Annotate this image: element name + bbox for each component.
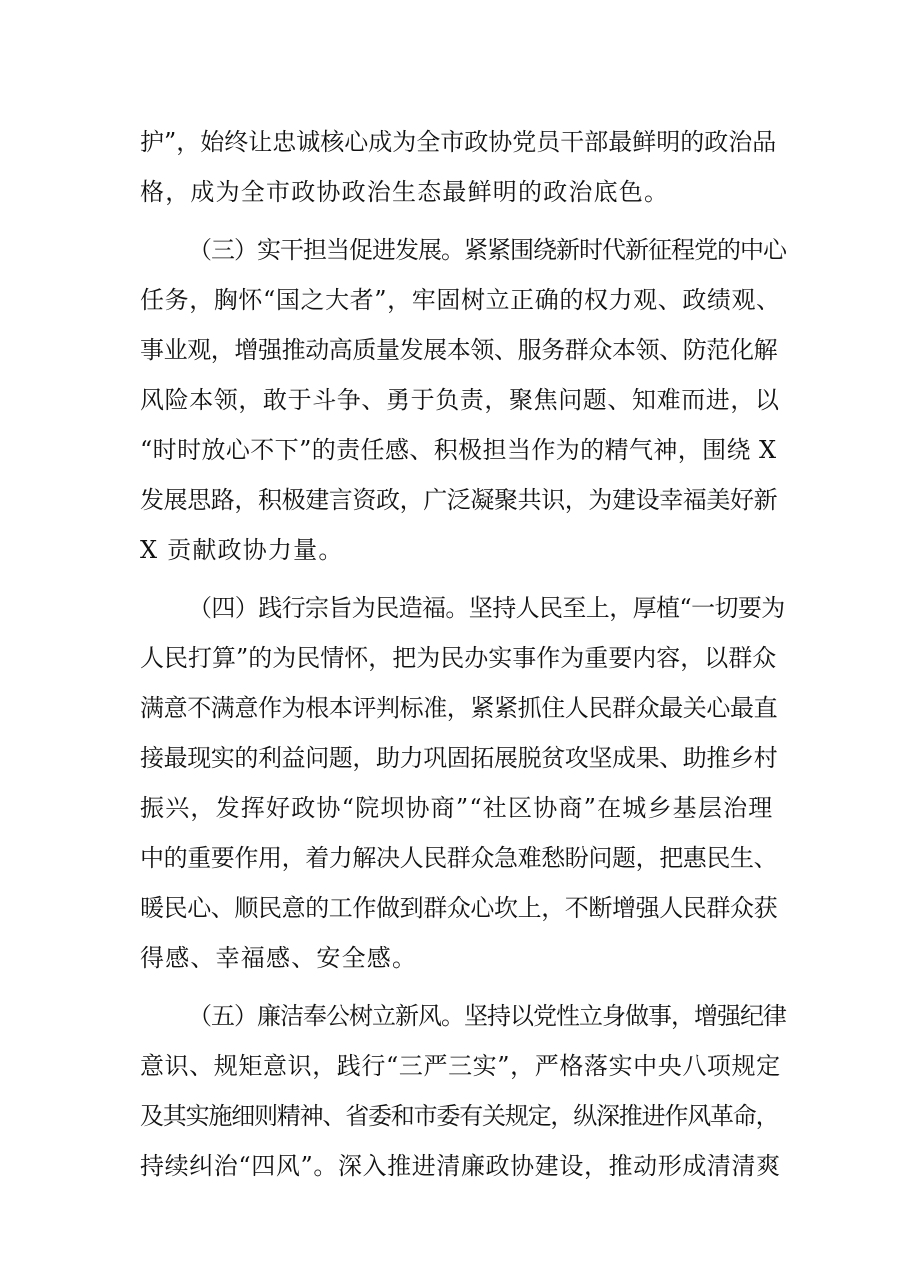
- text-line: 意识、规矩意识，践行“三严三实”，严格落实中央八项规定: [140, 1052, 781, 1080]
- text-line: 人民打算”的为民情怀，把为民办实事作为重要内容，以群众: [140, 644, 777, 672]
- text-line: 护”，始终让忠诚核心成为全市政协党员干部最鲜明的政治品: [140, 128, 777, 156]
- text-line: 持续纠治“四风”。深入推进清廉政协建设，推动形成清清爽: [140, 1152, 781, 1180]
- text-line: 得感、幸福感、安全感。: [140, 944, 418, 972]
- text-line: 格，成为全市政协政治生态最鲜明的政治底色。: [140, 178, 670, 206]
- text-line: 发展思路，积极建言资政，广泛凝聚共识，为建设幸福美好新: [140, 486, 778, 514]
- paragraph-heading-5: （五）廉洁奉公树立新风。坚持以党性立身做事，增强纪律: [188, 1002, 786, 1030]
- text-line: 及其实施细则精神、省委和市委有关规定，纵深推进作风革命，: [140, 1102, 779, 1130]
- paragraph-heading-4: （四）践行宗旨为民造福。坚持人民至上，厚植“一切要为: [188, 594, 785, 622]
- text-line: “时时放心不下”的责任感、积极担当作为的精气神，围绕 X: [140, 436, 777, 464]
- text-line: 事业观，增强推动高质量发展本领、服务群众本领、防范化解: [140, 336, 778, 364]
- text-line: 振兴，发挥好政协“院坝协商”“社区协商”在城乡基层治理: [140, 794, 774, 822]
- text-line: 任务，胸怀“国之大者”，牢固树立正确的权力观、政绩观、: [140, 286, 781, 314]
- text-line: 风险本领，敢于斗争、勇于负责，聚焦问题、知难而进，以: [140, 386, 780, 414]
- text-line: 接最现实的利益问题，助力巩固拓展脱贫攻坚成果、助推乡村: [140, 744, 778, 772]
- paragraph-heading-3: （三）实干担当促进发展。紧紧围绕新时代新征程党的中心: [188, 236, 786, 264]
- text-line: X 贡献政协力量。: [140, 536, 344, 564]
- text-line: 中的重要作用，着力解决人民群众急难愁盼问题，把惠民生、: [140, 844, 778, 872]
- text-line: 暖民心、顺民意的工作做到群众心坎上，不断增强人民群众获: [140, 894, 778, 922]
- text-line: 满意不满意作为根本评判标准，紧紧抓住人民群众最关心最直: [140, 694, 778, 722]
